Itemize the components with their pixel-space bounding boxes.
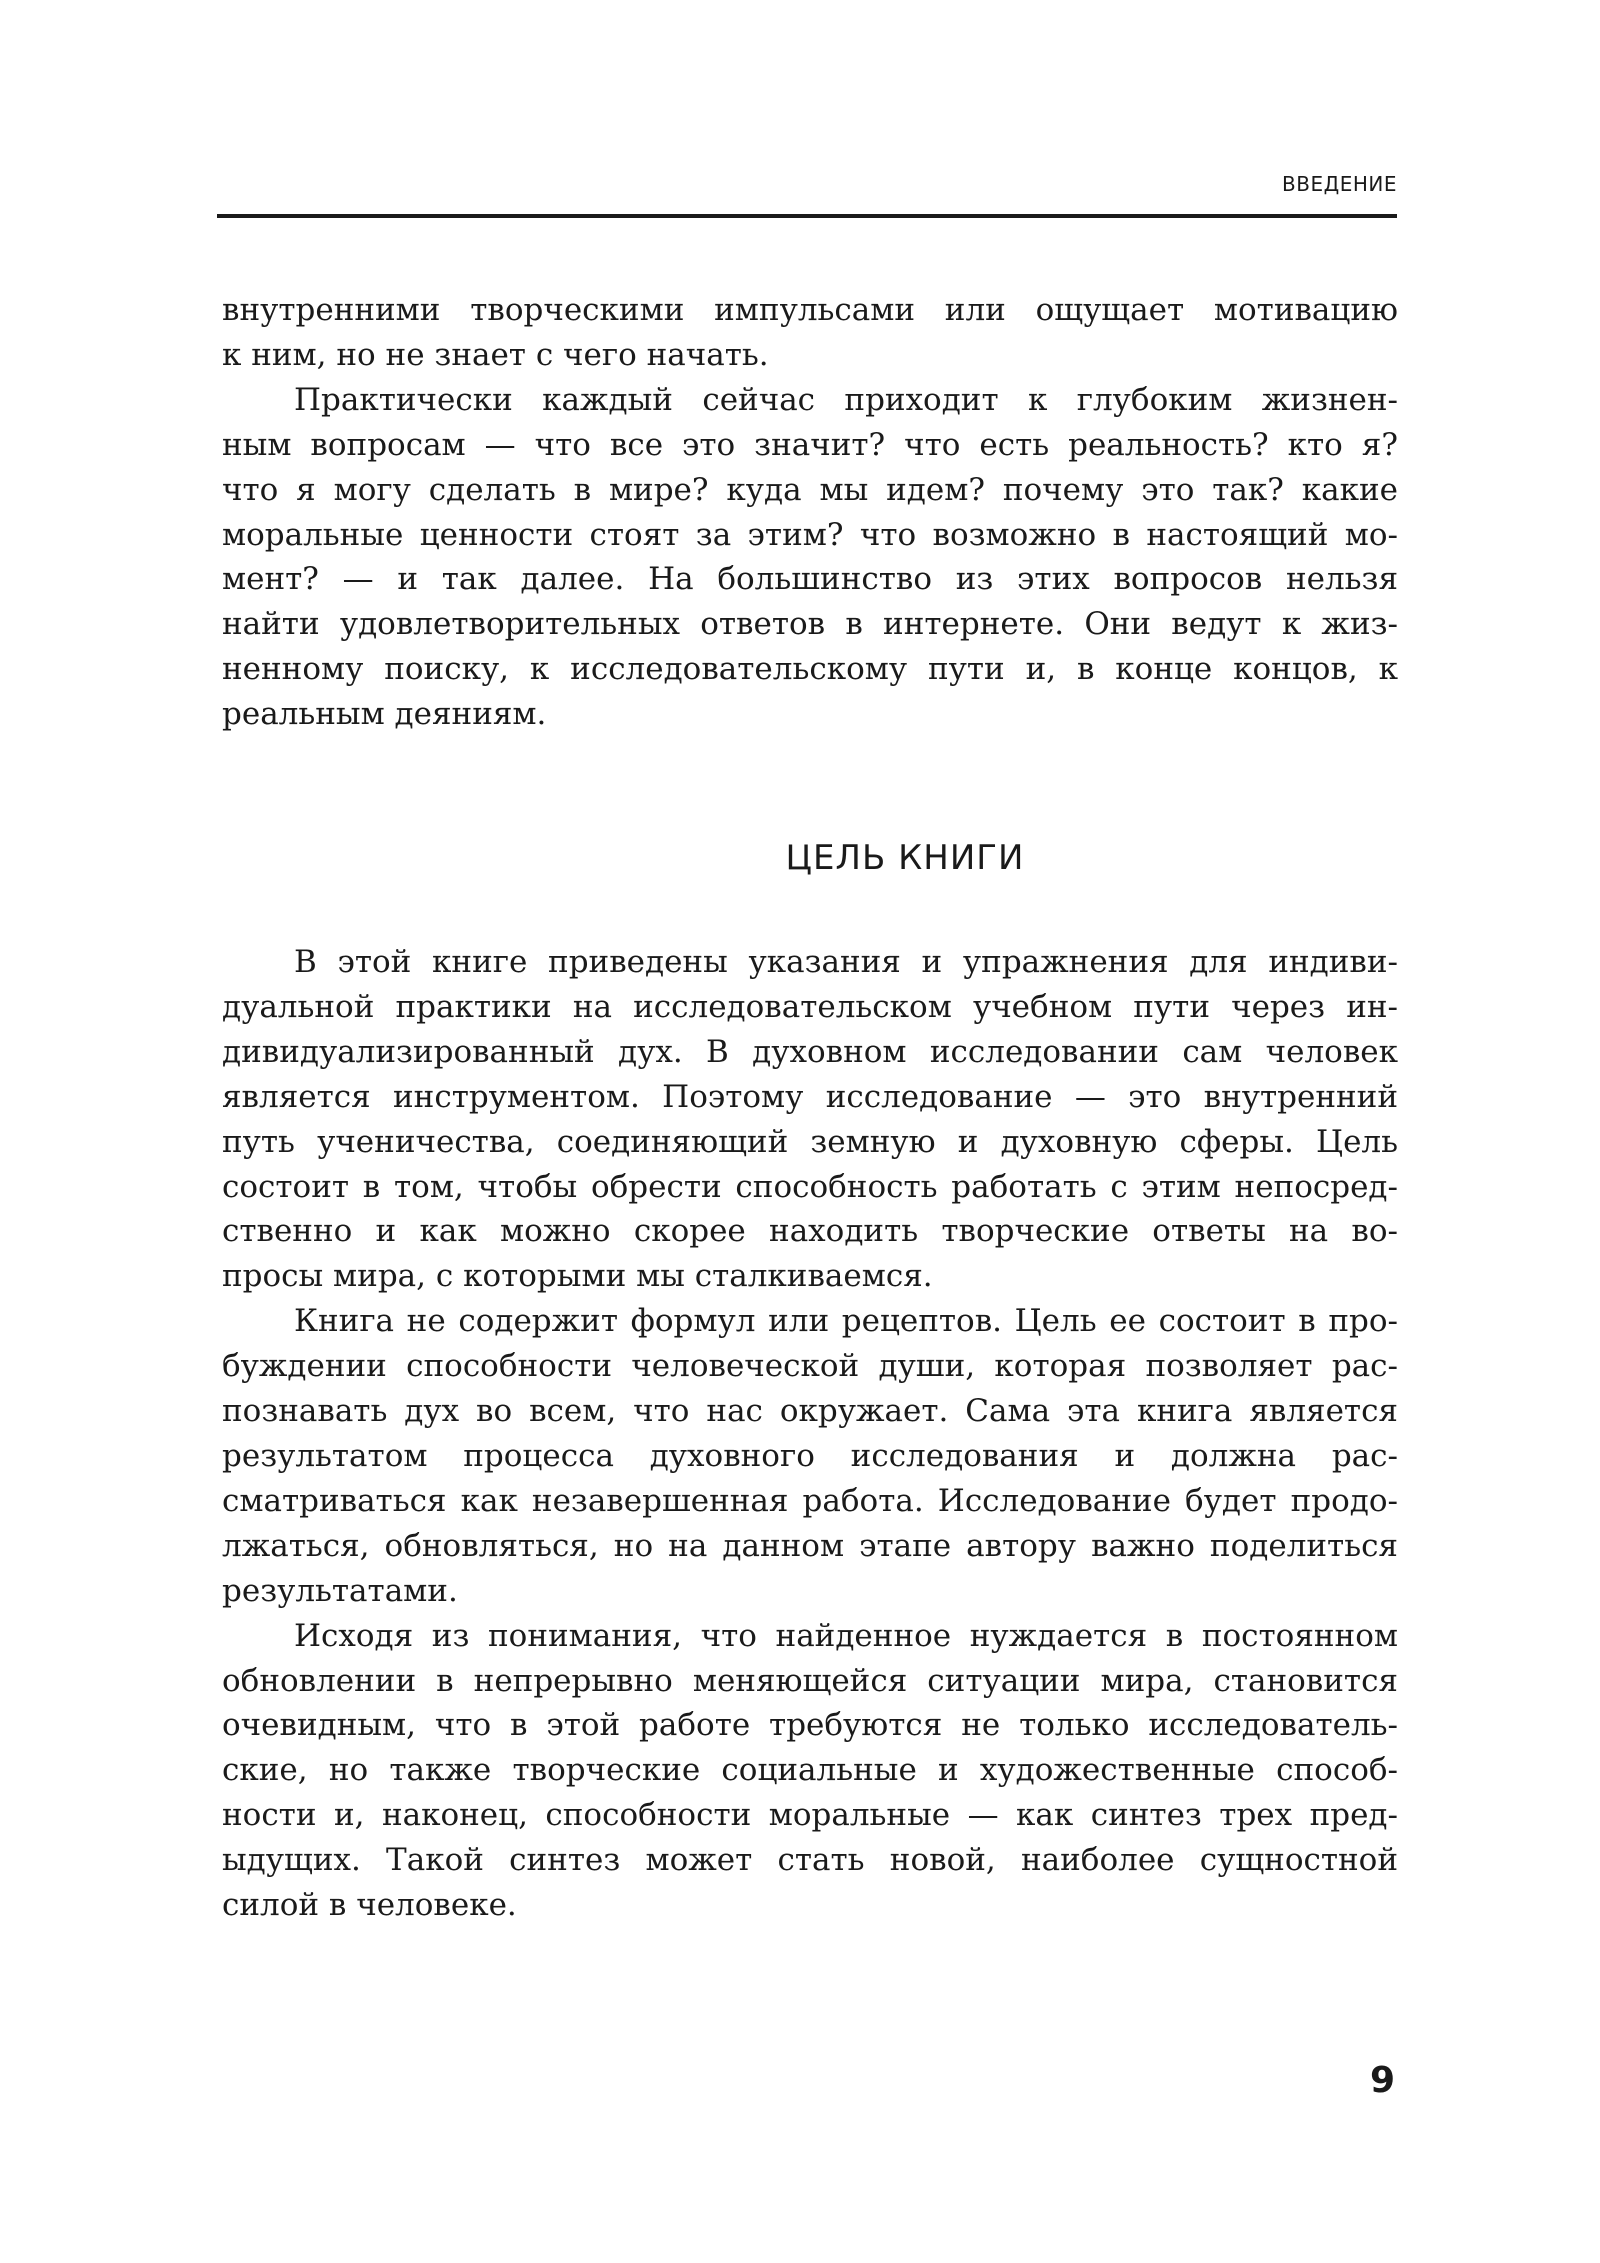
text-line: состоит в том, чтобы обрести способность работать с этим непосред- (222, 1168, 1398, 1205)
text-line: ности и, наконец, способности моральные — как синтез трех пред- (222, 1797, 1398, 1834)
text-line: является инструментом. Поэтому исследование — это внутренний (222, 1078, 1398, 1115)
text-line: Книга не содержит формул или рецептов. Цель ее состоит в про- (294, 1303, 1398, 1340)
text-line: ыдущих. Такой синтез может стать новой, наиболее сущностной (222, 1842, 1398, 1879)
text-line: результатами. (222, 1572, 458, 1609)
text-line: сматриваться как незавершенная работа. Исследование будет продо- (222, 1482, 1398, 1519)
text-line: познавать дух во всем, что нас окружает. Сама эта книга является (222, 1393, 1398, 1430)
text-line: дивидуализированный дух. В духовном исследовании сам человек (222, 1033, 1398, 1070)
text-line: лжаться, обновляться, но на данном этапе автору важно поделиться (222, 1527, 1398, 1564)
text-block-intro (222, 288, 1398, 737)
text-line: к ним, но не знает с чего начать. (222, 336, 769, 373)
text-block-purpose (222, 940, 1398, 1928)
text-line: найти удовлетворительных ответов в интернете. Они ведут к жиз- (222, 606, 1398, 643)
text-line: силой в человеке. (222, 1887, 517, 1924)
header-rule (217, 214, 1397, 218)
text-line: дуальной практики на исследовательском учебном пути через ин- (222, 988, 1398, 1025)
text-line: реальным деяниям. (222, 696, 547, 733)
text-line: Исходя из понимания, что найденное нуждается в постоянном (294, 1617, 1398, 1654)
text-line: очевидным, что в этой работе требуются не только исследователь- (222, 1707, 1398, 1744)
text-line: просы мира, с которыми мы сталкиваемся. (222, 1258, 933, 1295)
text-line: обновлении в непрерывно меняющейся ситуации мира, становится (222, 1662, 1398, 1699)
text-line: ственно и как можно скорее находить творческие ответы на во- (222, 1213, 1398, 1250)
text-line: ненному поиску, к исследовательскому пути и, в конце концов, к (222, 651, 1398, 688)
section-title: ЦЕЛЬ КНИГИ (785, 838, 1025, 878)
running-head: ВВЕДЕНИЕ (1282, 172, 1397, 196)
text-line: результатом процесса духовного исследования и должна рас- (222, 1437, 1398, 1474)
text-line: моральные ценности стоят за этим? что возможно в настоящий мо- (222, 516, 1398, 553)
text-line: ские, но также творческие социальные и художественные способ- (222, 1752, 1398, 1789)
text-line: внутренними творческими импульсами или ощущает мотивацию (222, 292, 1398, 328)
text-line: ным вопросам — что все это значит? что есть реальность? кто я? (222, 426, 1398, 463)
text-line: что я могу сделать в мире? куда мы идем? почему это так? какие (222, 471, 1398, 508)
text-line: путь ученичества, соединяющий земную и духовную сферы. Цель (222, 1123, 1398, 1160)
text-line: В этой книге приведены указания и упражнения для индиви- (294, 944, 1398, 980)
page-number: 9 (1369, 2060, 1395, 2101)
text-line: Практически каждый сейчас приходит к глубоким жизнен- (294, 381, 1398, 418)
text-line: мент? — и так далее. На большинство из этих вопросов нельзя (222, 561, 1398, 598)
text-line: буждении способности человеческой души, которая позволяет рас- (222, 1348, 1398, 1385)
